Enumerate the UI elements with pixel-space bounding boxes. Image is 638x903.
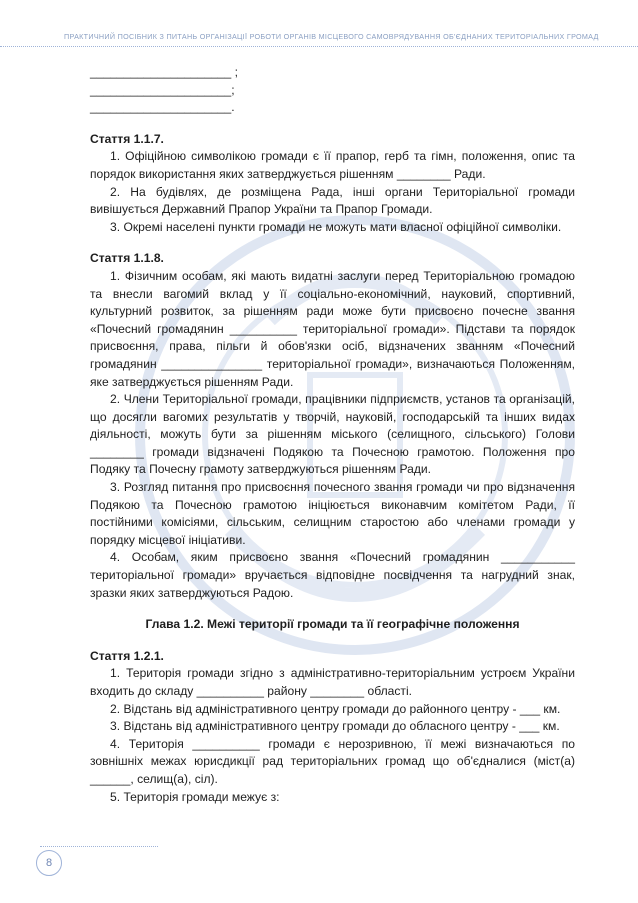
article-1-1-8-paragraph-3: 3. Розгляд питання про присвоєння почесного звання громади чи про відзначення Подякою та Почесною грамотою ініціюється виконавчим комітетом Ради, її постійними комісіями, сільським, селищним старостою або членами громади у порядку місцевої ініціативи. <box>90 480 575 547</box>
article-1-1-7-paragraph-2: 2. На будівлях, де розміщена Рада, інші органи Територіальної громади вивішується Державний Прапор України та Прапор Громади. <box>90 184 575 217</box>
chapter-heading: Глава 1.2. Межі території громади та її географічне положення <box>145 617 520 632</box>
article-1-2-1-paragraph-5: 5. Територія громади межує з: <box>110 789 280 804</box>
page-number: 8 <box>36 850 62 876</box>
article-1-2-1-paragraph-3: 3. Відстань від адміністративного центру громади до обласного центру - ___ км. <box>110 719 560 734</box>
article-1-1-8-paragraph-1: 1. Фізичним особам, які мають видатні заслуги перед Територіальною громадою та внесли вагомий вклад у її соціально-економічний, науковий, спортивний, культурний розвиток, за рішенням ради може бути присвоєно почесне звання «Почесний громадянин __________ територіальної громади». Підстави та порядок присвоєння, права, пільги й обов'язки осіб, відзначених званням «Почесний громадянин _______________ територіальної громади», визначаються Положенням, яке затверджується рішенням Ради. <box>90 268 575 389</box>
header-divider <box>0 46 638 47</box>
article-1-1-8-paragraph-2: 2. Члени Територіальної громади, працівники підприємств, установ та організацій, що досягли вагомих результатів у творчій, науковій, господарській та інших видах діяльності, можуть бути за рішенням міського (селищного, сільського) Голови ________ громади відзначені Подякою та Почесною грамотою. Положення про Подяку та Почесну грамоту затверджуються рішенням Ради. <box>90 392 575 477</box>
article-1-2-1-paragraph-4: 4. Територія __________ громади є нерозривною, її межі визначаються по зовнішніх межах юрисдикції рад територіальних громад що об'єдналися (міст(а) ______, селищ(а), сіл). <box>90 736 575 786</box>
article-1-1-7-paragraph-3: 3. Окремі населені пункти громади не можуть мати власної офіційної символіки. <box>110 219 562 234</box>
footer-divider <box>40 846 158 847</box>
article-1-2-1-paragraph-1: 1. Територія громади згідно з адміністративно-територіальним устроєм України входить до складу __________ району ________ області. <box>90 666 575 698</box>
article-1-1-8-title: Стаття 1.1.8. <box>90 251 164 266</box>
running-title: ПРАКТИЧНИЙ ПОСІБНИК З ПИТАНЬ ОРГАНІЗАЦІЇ РОБОТИ ОРГАНІВ МІСЦЕВОГО САМОВРЯДУВАННЯ ОБ'ЄДНАНИХ ТЕРИТОРІАЛЬНИХ ГРОМАД <box>64 32 599 41</box>
blank-line-1: _____________________ ; <box>90 65 238 79</box>
blank-line-2: _____________________; <box>90 82 235 97</box>
blank-line-3: _____________________. <box>90 100 235 115</box>
article-1-1-8-paragraph-4: 4. Особам, яким присвоєно звання «Почесний громадянин ___________ територіальної громади» вручається відповідне посвідчення та нагрудний знак, зразки яких затверджуються Радою. <box>90 550 575 600</box>
article-1-1-7-paragraph-1: 1. Офіційною символікою громади є її прапор, герб та гімн, положення, опис та порядок використання яких затверджується рішенням ________ Ради. <box>90 149 575 181</box>
article-1-2-1-title: Стаття 1.2.1. <box>90 648 164 663</box>
article-1-2-1-paragraph-2: 2. Відстань від адміністративного центру громади до районного центру - ___ км. <box>110 701 561 716</box>
document-body <box>90 64 575 806</box>
article-1-1-7-title: Стаття 1.1.7. <box>90 131 164 146</box>
